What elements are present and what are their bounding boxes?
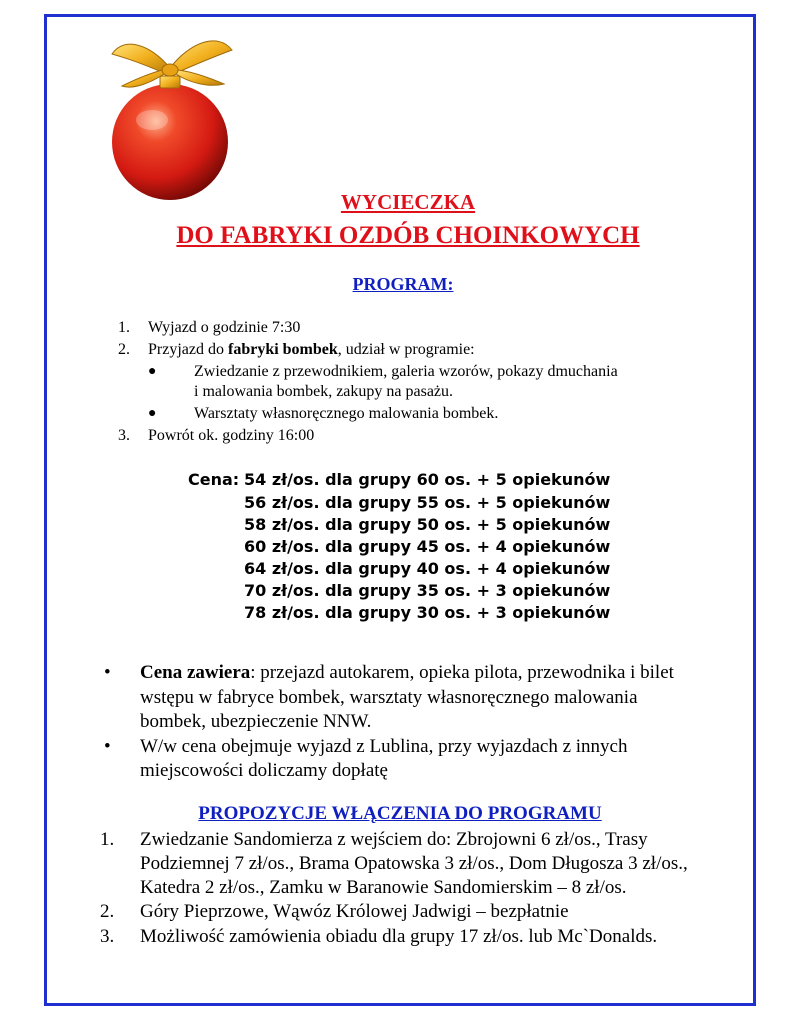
bullet-icon: ● xyxy=(148,406,157,421)
program-subitem: Zwiedzanie z przewodnikiem, galeria wzorów, pokazy dmuchania xyxy=(194,363,618,380)
price-includes-text: bombek, ubezpieczenie NNW. xyxy=(140,711,372,732)
price-row: 54 zł/os. dla grupy 60 os. + 5 opiekunów xyxy=(244,470,611,489)
proposal-number: 3. xyxy=(100,926,115,947)
price-includes-text: : przejazd autokarem, opieka pilota, przewodnika i bilet xyxy=(250,662,674,683)
program-subitem: Warsztaty własnoręcznego malowania bombek. xyxy=(194,405,499,422)
title-line-1: WYCIECZKA xyxy=(340,190,476,214)
program-heading: PROGRAM: xyxy=(352,274,454,294)
proposal-item: Możliwość zamówienia obiadu dla grupy 17 zł/os. lub Mc`Donalds. xyxy=(140,926,658,947)
program-item-bold: fabryki bombek xyxy=(227,341,338,358)
departure-note: W/w cena obejmuje wyjazd z Lublina, przy wyjazdach z innych xyxy=(140,736,628,757)
proposal-item: Podziemnej 7 zł/os., Brama Opatowska 3 zł/os., Dom Długosza 3 zł/os., xyxy=(140,853,688,874)
program-subitem: i malowania bombek, zakupy na pasażu. xyxy=(194,383,454,400)
program-item-number: 3. xyxy=(118,427,130,444)
proposals-heading: PROPOZYCJE WŁĄCZENIA DO PROGRAMU xyxy=(198,803,602,824)
bullet-icon: • xyxy=(104,736,111,757)
price-label: Cena: xyxy=(188,470,240,489)
proposal-item: Katedra 2 zł/os., Zamku w Baranowie Sandomierskim – 8 zł/os. xyxy=(140,877,627,898)
christmas-bauble-icon xyxy=(104,24,240,206)
program-item-number: 2. xyxy=(118,341,130,358)
price-row: 64 zł/os. dla grupy 40 os. + 4 opiekunów xyxy=(244,559,611,578)
proposal-number: 1. xyxy=(100,829,115,850)
proposal-item: Góry Pieprzowe, Wąwóz Królowej Jadwigi – bezpłatnie xyxy=(140,901,569,922)
bullet-icon: • xyxy=(104,662,111,683)
title-line-2: DO FABRYKI OZDÓB CHOINKOWYCH xyxy=(176,222,640,249)
price-row: 60 zł/os. dla grupy 45 os. + 4 opiekunów xyxy=(244,537,611,556)
program-item xyxy=(148,341,475,359)
program-item-number: 1. xyxy=(118,319,130,336)
bullet-icon: ● xyxy=(148,364,157,379)
proposal-number: 2. xyxy=(100,901,115,922)
price-row: 58 zł/os. dla grupy 50 os. + 5 opiekunów xyxy=(244,515,611,534)
program-item: Wyjazd o godzinie 7:30 xyxy=(148,319,301,336)
program-item-text: Przyjazd do xyxy=(148,341,228,358)
price-row: 56 zł/os. dla grupy 55 os. + 5 opiekunów xyxy=(244,493,611,512)
price-row: 70 zł/os. dla grupy 35 os. + 3 opiekunów xyxy=(244,581,611,600)
program-item: Powrót ok. godziny 16:00 xyxy=(148,427,315,444)
price-includes-label: Cena zawiera xyxy=(140,662,251,683)
price-includes-text: wstępu w fabryce bombek, warsztaty własnoręcznego malowania xyxy=(140,687,638,708)
departure-note: miejscowości doliczamy dopłatę xyxy=(140,760,388,781)
program-item-text: , udział w programie: xyxy=(337,341,475,358)
price-includes xyxy=(140,662,674,684)
proposal-item: Zwiedzanie Sandomierza z wejściem do: Zbrojowni 6 zł/os., Trasy xyxy=(140,829,648,850)
price-row: 78 zł/os. dla grupy 30 os. + 3 opiekunów xyxy=(244,603,611,622)
